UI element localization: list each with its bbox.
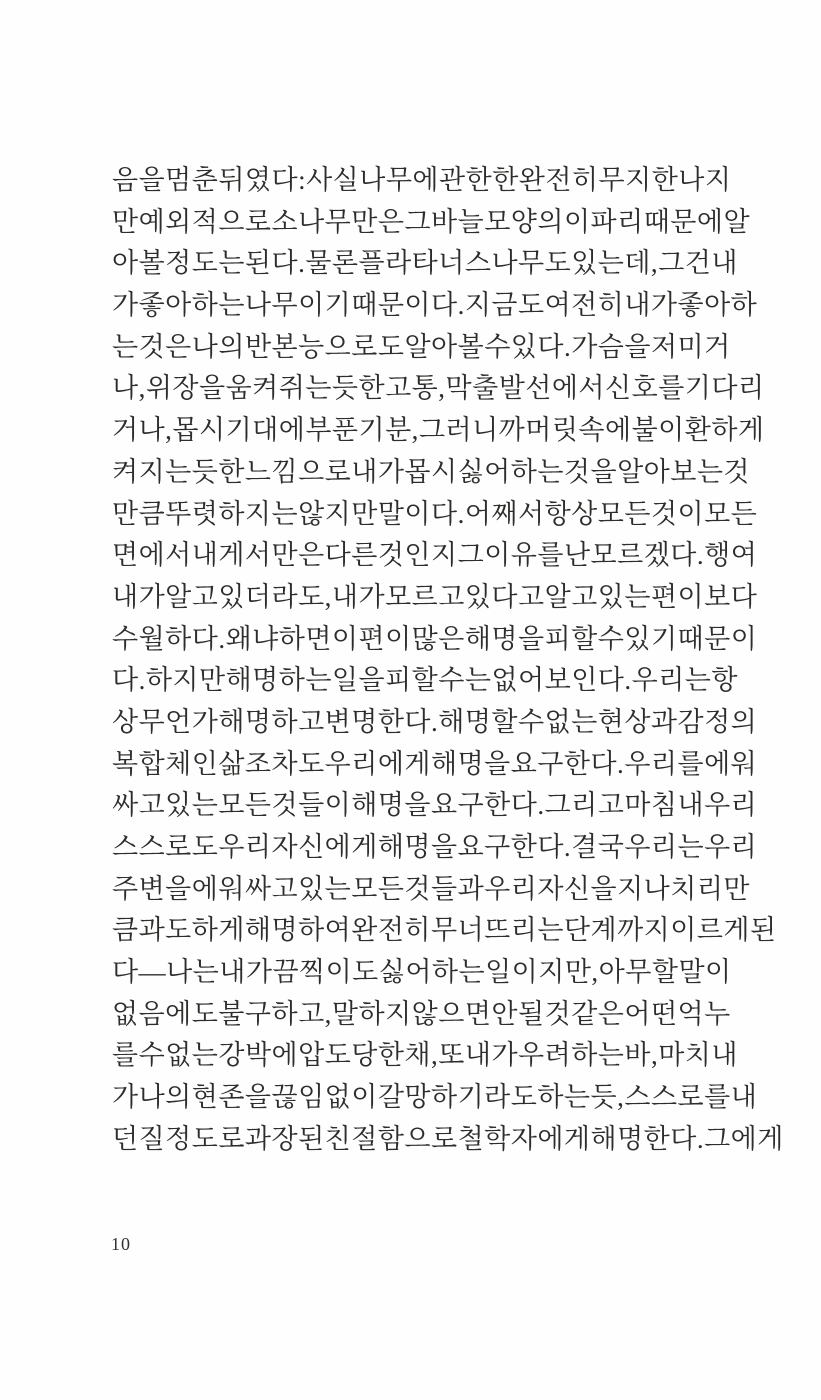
- word: 때문이다.: [351, 290, 465, 321]
- word: 것들과: [404, 873, 485, 904]
- word: 것인지: [377, 540, 458, 571]
- word: 켜지는: [112, 456, 192, 487]
- word: 내가: [331, 581, 386, 612]
- word: 관한: [439, 165, 493, 195]
- text-line: [112, 410, 765, 452]
- word: 이유를: [484, 540, 564, 571]
- word: 정도로: [165, 1123, 245, 1154]
- word: 듯한: [191, 456, 245, 487]
- word: 지나치리만: [617, 873, 751, 904]
- word: 다.: [112, 665, 146, 696]
- word: 말이다.: [377, 498, 465, 529]
- word: 난: [563, 540, 591, 571]
- word: 에워싸고: [191, 873, 299, 904]
- word: 나무이기: [244, 290, 352, 321]
- word: 만: [112, 206, 139, 237]
- word: 끊임없이: [271, 1082, 378, 1113]
- word: 기다리: [684, 373, 765, 404]
- word: 싫어하는: [378, 957, 486, 988]
- word: 내가: [351, 456, 405, 487]
- word: 나의: [138, 1082, 192, 1113]
- word: 내가: [464, 1040, 519, 1071]
- word: 내가: [219, 957, 273, 988]
- word: 머릿속에: [525, 415, 632, 446]
- word: 그: [404, 206, 432, 237]
- word: 플라타너스: [358, 248, 492, 279]
- word: 과도하게: [138, 915, 245, 946]
- word: 소나무만은: [271, 206, 405, 237]
- text-line: [112, 577, 758, 619]
- word: 요구한다.: [457, 832, 572, 862]
- word: 상: [112, 706, 139, 737]
- word: 주변을: [112, 873, 192, 904]
- word: 때문이: [677, 623, 758, 654]
- word: 마침내: [624, 790, 705, 821]
- word: 될: [518, 998, 545, 1029]
- word: 수: [484, 331, 511, 362]
- word: 우려하는바,: [518, 1040, 659, 1071]
- word: 내게서만은: [191, 540, 325, 571]
- word: 알고: [165, 581, 219, 612]
- word: 위장을: [145, 373, 226, 404]
- word: 말하지: [331, 998, 412, 1029]
- word: 것을: [563, 456, 618, 487]
- word: 또: [438, 1040, 465, 1071]
- word: 모든: [218, 790, 272, 821]
- word: 없어: [491, 665, 545, 696]
- word: 항상: [544, 498, 598, 529]
- word: 것이: [650, 498, 705, 529]
- text-line: [112, 285, 758, 327]
- word: 압도당한: [298, 1040, 405, 1071]
- word: 하지만: [145, 665, 226, 696]
- word: 이: [331, 623, 359, 654]
- word: 고통,: [385, 373, 446, 404]
- word: 기분,: [358, 415, 419, 446]
- word: 마치: [658, 1040, 712, 1071]
- text-line: [112, 202, 751, 244]
- word: 음을: [112, 165, 166, 195]
- page-number: 10: [111, 1234, 131, 1254]
- word: 가슴을: [571, 331, 651, 362]
- word: 를: [112, 1040, 139, 1071]
- word: 정도는: [165, 248, 245, 279]
- text-line: [112, 243, 738, 285]
- word: 모르고: [385, 581, 465, 612]
- word: 무너뜨리는: [431, 915, 564, 946]
- word: 출발선에서: [472, 373, 606, 404]
- word: 무지한: [598, 165, 679, 195]
- text-line: [112, 452, 751, 494]
- word: 왜냐하면: [225, 623, 332, 654]
- word: 부푼: [305, 415, 359, 446]
- word: 내가: [624, 290, 678, 321]
- word: 면에서: [112, 540, 192, 571]
- word: 해명을: [351, 790, 432, 821]
- word: 많은: [411, 623, 465, 654]
- word: 모든: [351, 873, 405, 904]
- word: 끔찍이도: [272, 957, 379, 988]
- word: 뚜렷하지는: [165, 498, 299, 529]
- word: 어떤: [624, 998, 678, 1029]
- word: 억누: [677, 998, 731, 1029]
- word: 막: [445, 373, 473, 404]
- word: 없음에도: [112, 998, 219, 1029]
- word: 반본능으로도: [244, 331, 405, 362]
- word: 피할: [385, 665, 439, 696]
- word: 불구하고,: [218, 998, 332, 1029]
- word: 우리는: [631, 665, 712, 696]
- word: 있는: [298, 873, 352, 904]
- word: 알고: [544, 581, 598, 612]
- word: 강박에: [218, 1040, 299, 1071]
- word: 한: [492, 165, 519, 195]
- word: 변명한다.: [324, 706, 439, 737]
- word: 피할: [544, 623, 598, 654]
- word: 움켜쥐는: [225, 373, 332, 404]
- word: 우리에게: [324, 748, 431, 779]
- word: 없는: [544, 706, 598, 737]
- word: 것: [544, 998, 572, 1029]
- word: 있기: [624, 623, 678, 654]
- word: 해명한다.: [590, 1123, 705, 1154]
- word: 없는: [165, 1040, 219, 1071]
- word: 큼: [112, 915, 139, 946]
- word: 수: [138, 1040, 166, 1071]
- word: 저미거: [650, 331, 731, 362]
- word: 스스로도: [112, 832, 219, 862]
- word: 무언가: [138, 706, 219, 737]
- word: 던질: [112, 1123, 166, 1154]
- word: 결국: [571, 832, 625, 862]
- text-line: [112, 1077, 758, 1119]
- word: 알: [723, 206, 751, 237]
- word: 모든: [597, 498, 651, 529]
- word: 만큼: [112, 498, 166, 529]
- word: 몹시: [404, 456, 458, 487]
- word: 안: [491, 998, 518, 1029]
- text-line: [112, 327, 731, 369]
- word: 해명을: [464, 623, 545, 654]
- text-line: [112, 869, 751, 911]
- word: 수: [518, 706, 545, 737]
- word: 이르게: [670, 915, 750, 946]
- text-line: [112, 660, 738, 702]
- word: 나는: [166, 957, 220, 988]
- word: 우리: [484, 873, 538, 904]
- word: 몹시: [172, 415, 226, 446]
- word: 자신에게: [271, 832, 378, 862]
- word: 완전히: [351, 915, 431, 946]
- word: 현상과: [597, 706, 678, 737]
- word: 느낌으로: [244, 456, 352, 487]
- word: 우리: [218, 832, 272, 862]
- word: 일을: [331, 665, 386, 696]
- word: 다: [112, 957, 139, 988]
- word: 알아보는: [617, 456, 724, 487]
- word: 것: [723, 456, 751, 487]
- word: 내: [730, 1082, 758, 1113]
- word: 그건: [658, 248, 712, 279]
- word: 알아볼: [404, 331, 485, 362]
- text-line: [112, 619, 758, 661]
- text-line: [112, 1035, 738, 1077]
- word: 된다.: [244, 248, 306, 279]
- word: 그: [457, 540, 485, 571]
- word: 뒤였다:: [218, 165, 307, 195]
- word: 과장된: [244, 1123, 325, 1154]
- word: 바늘: [431, 206, 485, 237]
- text-line: [112, 160, 732, 202]
- word: 듯,: [590, 1082, 625, 1113]
- word: 보다: [704, 581, 758, 612]
- word: 그리고: [544, 790, 625, 821]
- word: 신호를: [605, 373, 685, 404]
- text-line: [112, 952, 732, 994]
- word: 나,: [112, 373, 146, 404]
- word: 있는: [597, 581, 651, 612]
- text-line: [112, 368, 765, 410]
- word: 완전히: [518, 165, 599, 195]
- word: 수월하다.: [112, 623, 226, 654]
- word: 가: [112, 1082, 139, 1113]
- word: 채,: [404, 1040, 439, 1071]
- word: 나의: [191, 331, 245, 362]
- word: 수는: [438, 665, 492, 696]
- text-line: [112, 785, 758, 827]
- word: 그러니까: [418, 415, 526, 446]
- word: 있다고: [464, 581, 545, 612]
- text-line: [112, 1119, 784, 1161]
- word: 않지만: [298, 498, 378, 529]
- word: 환하게: [684, 415, 765, 446]
- word: 나지: [678, 165, 732, 195]
- text-line: [112, 827, 758, 869]
- word: 때문에: [643, 206, 724, 237]
- word: 철학자에게: [457, 1123, 591, 1154]
- word: 모든: [704, 498, 758, 529]
- word: 그에게: [704, 1123, 784, 1154]
- word: 할: [651, 957, 679, 988]
- word: 내: [711, 248, 738, 279]
- word: 행여: [704, 540, 758, 571]
- word: 단계까지: [563, 915, 671, 946]
- word: 사실: [306, 165, 360, 195]
- text-line: [112, 994, 731, 1036]
- word: 요구한다.: [510, 748, 625, 779]
- word: 것들이: [271, 790, 352, 821]
- word: 된: [750, 915, 777, 946]
- word: 싸고: [112, 790, 166, 821]
- text-line: [112, 702, 758, 744]
- word: 있는: [165, 790, 219, 821]
- word: 항: [711, 665, 738, 696]
- word: 해명하여: [244, 915, 352, 946]
- word: 좋아하는: [138, 290, 245, 321]
- word: 있다.: [510, 331, 572, 362]
- word: 우리: [704, 832, 758, 862]
- word: 삶조차도: [218, 748, 325, 779]
- word: 거나,: [112, 415, 173, 446]
- word: 가: [112, 290, 139, 321]
- word: 갈망하기라도: [377, 1082, 538, 1113]
- word: 요구한다.: [431, 790, 545, 821]
- word: 편이: [650, 581, 705, 612]
- word: 않으면: [411, 998, 492, 1029]
- word: 어째서: [464, 498, 545, 529]
- text-line: [112, 494, 758, 536]
- word: 우리를: [624, 748, 705, 779]
- word: 해명하고: [218, 706, 325, 737]
- text-line: [112, 744, 758, 786]
- word: 는: [112, 331, 139, 362]
- word: 모양의: [484, 206, 564, 237]
- text-line: [112, 910, 777, 952]
- word: 예외적으로: [138, 206, 272, 237]
- word: 내: [711, 1040, 738, 1071]
- word: 스스로를: [624, 1082, 731, 1113]
- word: 보인다.: [544, 665, 632, 696]
- word: 여전히: [544, 290, 625, 321]
- word: 편이: [358, 623, 412, 654]
- body-text: [112, 160, 784, 1161]
- word: 해명을: [430, 748, 511, 779]
- word: 좋아하: [677, 290, 758, 321]
- word: 싫어하는: [457, 456, 564, 487]
- word: 하는: [537, 1082, 591, 1113]
- word: 아볼: [112, 248, 166, 279]
- word: 다른: [324, 540, 378, 571]
- word: 나무도: [491, 248, 572, 279]
- word: 모르겠다.: [590, 540, 705, 571]
- word: 기대에: [225, 415, 306, 446]
- word: 아무: [598, 957, 652, 988]
- word: 우리: [704, 790, 758, 821]
- word: 지금도: [464, 290, 545, 321]
- word: 있는데,: [571, 248, 659, 279]
- word: 멈춘: [165, 165, 219, 195]
- word: 듯한: [331, 373, 386, 404]
- word: 내가: [112, 581, 166, 612]
- word: 해명을: [377, 832, 458, 862]
- word: 나무에: [359, 165, 440, 195]
- word: 것은: [138, 331, 192, 362]
- word: 자신을: [537, 873, 618, 904]
- word: 같은: [571, 998, 625, 1029]
- word: 복합체인: [112, 748, 219, 779]
- word: 말이: [678, 957, 732, 988]
- word: 우리는: [624, 832, 705, 862]
- word: 친절함으로: [324, 1123, 458, 1154]
- word: 일이지만,: [485, 957, 599, 988]
- word: 수: [597, 623, 625, 654]
- word: 있더라도,: [218, 581, 332, 612]
- word: 해명할: [438, 706, 518, 737]
- word: 이파리: [563, 206, 644, 237]
- word: 해명하는: [225, 665, 332, 696]
- word: —: [138, 957, 167, 988]
- text-line: [112, 535, 758, 577]
- word: 물론: [305, 248, 359, 279]
- word: 불이: [631, 415, 685, 446]
- word: 에워: [704, 748, 758, 779]
- word: 현존을: [191, 1082, 272, 1113]
- word: 감정의: [677, 706, 758, 737]
